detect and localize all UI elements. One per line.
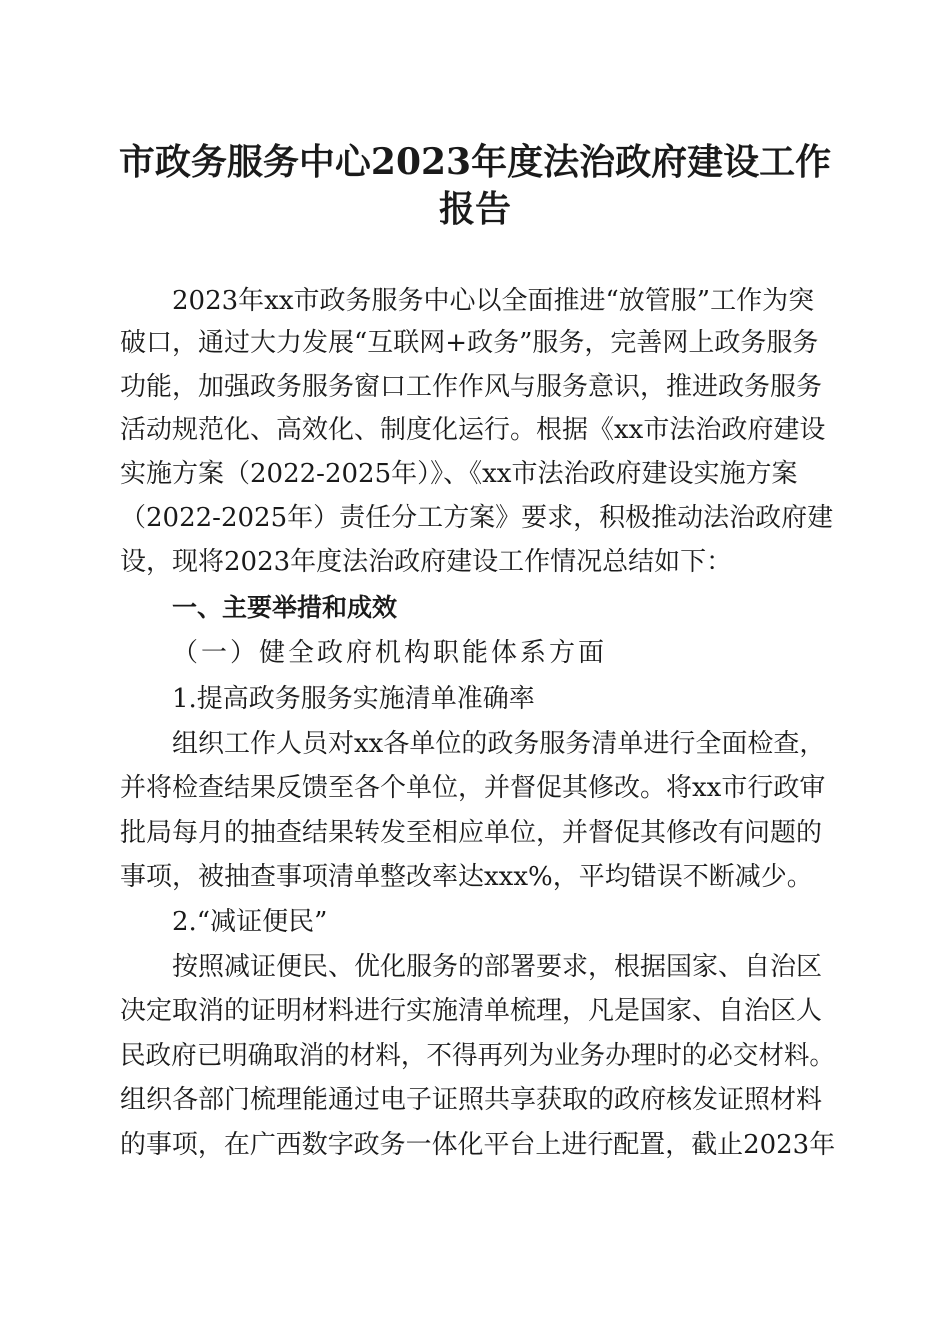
document-title-line-2: 报告 <box>438 188 511 230</box>
intro-line: 破口，通过大力发展“互联网+政务”服务，完善网上政务服务 <box>120 328 819 358</box>
body-line: 按照减证便民、优化服务的部署要求，根据国家、自治区 <box>172 952 823 982</box>
intro-line: 活动规范化、高效化、制度化运行。根据《xx市法治政府建设 <box>120 415 826 445</box>
intro-line: （2022-2025年）责任分工方案》要求，积极推动法治政府建 <box>120 503 834 533</box>
body-line: 并将检查结果反馈至各个单位，并督促其修改。将xx市行政审 <box>120 773 826 803</box>
body-line: 民政府已明确取消的材料，不得再列为业务办理时的必交材料。 <box>120 1041 835 1071</box>
body-line: 批局每月的抽查结果转发至相应单位，并督促其修改有问题的 <box>120 818 823 848</box>
intro-line: 功能，加强政务服务窗口工作作风与服务意识，推进政务服务 <box>120 372 823 402</box>
body-line: 决定取消的证明材料进行实施清单梳理，凡是国家、自治区人 <box>120 996 823 1026</box>
body-line: 组织各部门梳理能通过电子证照共享获取的政府核发证照材料 <box>120 1085 823 1115</box>
item-heading: 2.“减证便民” <box>172 907 328 937</box>
body-line: 组织工作人员对xx各单位的政务服务清单进行全面检查， <box>172 729 826 759</box>
subsection-heading: （一）健全政府机构职能体系方面 <box>172 638 608 668</box>
document-title-line-1: 市政务服务中心2023年度法治政府建设工作 <box>118 141 832 183</box>
body-line: 的事项，在广西数字政务一体化平台上进行配置，截止2023年 <box>120 1130 836 1160</box>
intro-line: 2023年xx市政务服务中心以全面推进“放管服”工作为突 <box>172 286 815 316</box>
item-heading: 1.提高政务服务实施清单准确率 <box>172 684 535 714</box>
body-line: 事项，被抽查事项清单整改率达xxx%，平均错误不断减少。 <box>120 862 813 892</box>
intro-line: 设，现将2023年度法治政府建设工作情况总结如下： <box>120 547 733 577</box>
intro-line: 实施方案（2022-2025年）》、《xx市法治政府建设实施方案 <box>120 459 798 489</box>
section-heading: 一、主要举措和成效 <box>172 593 398 622</box>
